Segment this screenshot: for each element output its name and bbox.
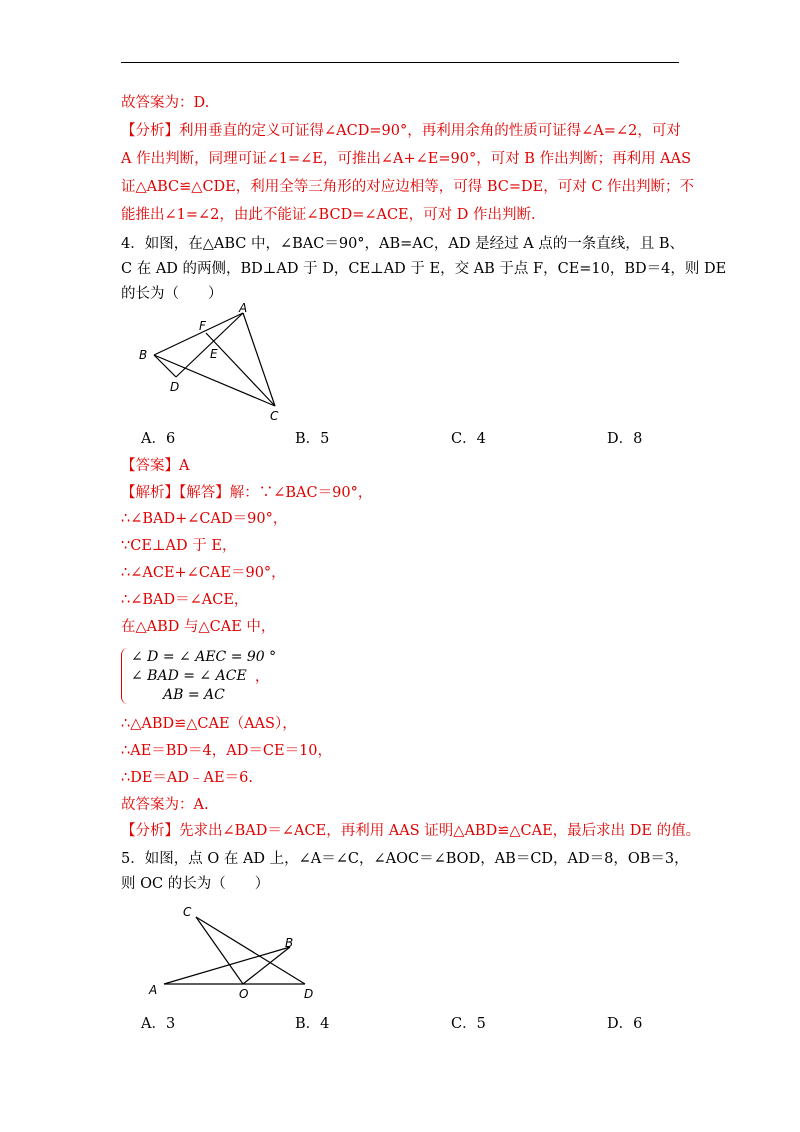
label-D: D: [170, 380, 180, 394]
label-C: C: [270, 409, 279, 423]
question-5-line-1: 5．如图，点 O 在 AD 上，∠A＝∠C，∠AOC＝∠BOD，AB＝CD，AD＝8，OB＝3，: [121, 851, 689, 867]
q4-option-c: C．4: [451, 431, 486, 447]
solution-line-1: 【解析】【解答】解：∵∠BAC＝90°，: [121, 485, 373, 501]
question-5-line-2: 则 OC 的长为（ ）: [121, 876, 270, 892]
equation-1: ∠ D = ∠ AEC = 90 °: [131, 649, 277, 665]
label-D: D: [304, 987, 314, 1001]
solution-line-5: ∴∠BAD＝∠ACE，: [121, 592, 249, 608]
question-4-line-1: 4．如图，在△ABC 中，∠BAC＝90°，AB=AC，AD 是经过 A 点的一条直线，且 B、: [121, 236, 685, 252]
solution-line-6: 在△ABD 与△CAE 中，: [121, 619, 276, 635]
left-brace: [121, 648, 128, 704]
system-comma: ，: [255, 669, 269, 685]
equation-2: ∠ BAD = ∠ ACE: [131, 668, 247, 684]
q4-option-b: B．5: [295, 431, 330, 447]
solution-line-2: ∴∠BAD+∠CAD＝90°，: [121, 511, 288, 527]
label-A: A: [239, 301, 248, 315]
answer-label: 【答案】A: [121, 458, 190, 474]
label-E: E: [210, 347, 218, 361]
equation-system: [121, 648, 277, 706]
solution-line-8: ∴AE＝BD＝4，AD＝CE＝10，: [121, 743, 333, 759]
analysis-line-4: 能推出∠1=∠2，由此不能证∠BCD=∠ACE，可对 D 作出判断.: [121, 207, 536, 223]
q4-option-a: A．6: [141, 431, 176, 447]
solution-line-10: 故答案为：A.: [121, 797, 209, 813]
figure-q5: [140, 900, 330, 1005]
label-B: B: [285, 936, 294, 950]
question-4-line-2: C 在 AD 的两侧，BD⊥AD 于 D，CE⊥AD 于 E，交 AB 于点 F，CE=10，BD＝4，则 DE: [121, 261, 727, 277]
label-O: O: [239, 987, 249, 1001]
figure-q4: [130, 300, 300, 425]
q4-option-d: D．8: [607, 431, 643, 447]
analysis-line-3: 证△ABC≌△CDE，利用全等三角形的对应边相等，可得 BC=DE，可对 C 作出判断；不: [121, 179, 695, 195]
q5-option-a: A．3: [141, 1016, 176, 1032]
question-4-line-3: 的长为（ ）: [121, 286, 223, 302]
header-rule: [121, 62, 679, 63]
label-C: C: [183, 905, 192, 919]
answer-line-q3: 故答案为：D.: [121, 95, 210, 111]
q5-option-c: C．5: [451, 1016, 486, 1032]
solution-line-3: ∵CE⊥AD 于 E，: [121, 538, 237, 554]
solution-line-11: 【分析】先求出∠BAD＝∠ACE，再利用 AAS 证明△ABD≌△CAE，最后求出 DE 的值。: [121, 823, 701, 839]
solution-line-4: ∴∠ACE+∠CAE＝90°，: [121, 565, 286, 581]
label-F: F: [199, 319, 206, 333]
label-A: A: [149, 983, 158, 997]
solution-line-9: ∴DE＝AD﹣AE＝6.: [121, 770, 253, 786]
analysis-line-2: A 作出判断，同理可证∠1=∠E，可推出∠A+∠E=90°，可对 B 作出判断；再利用 AAS: [121, 151, 692, 167]
equation-3: AB = AC: [163, 687, 225, 703]
q5-option-b: B．4: [295, 1016, 330, 1032]
analysis-line-1: 【分析】利用垂直的定义可证得∠ACD=90°，再利用余角的性质可证得∠A=∠2，可对: [121, 123, 681, 139]
label-B: B: [139, 348, 148, 362]
q5-option-d: D．6: [607, 1016, 643, 1032]
solution-line-7: ∴△ABD≌△CAE（AAS），: [121, 716, 297, 732]
